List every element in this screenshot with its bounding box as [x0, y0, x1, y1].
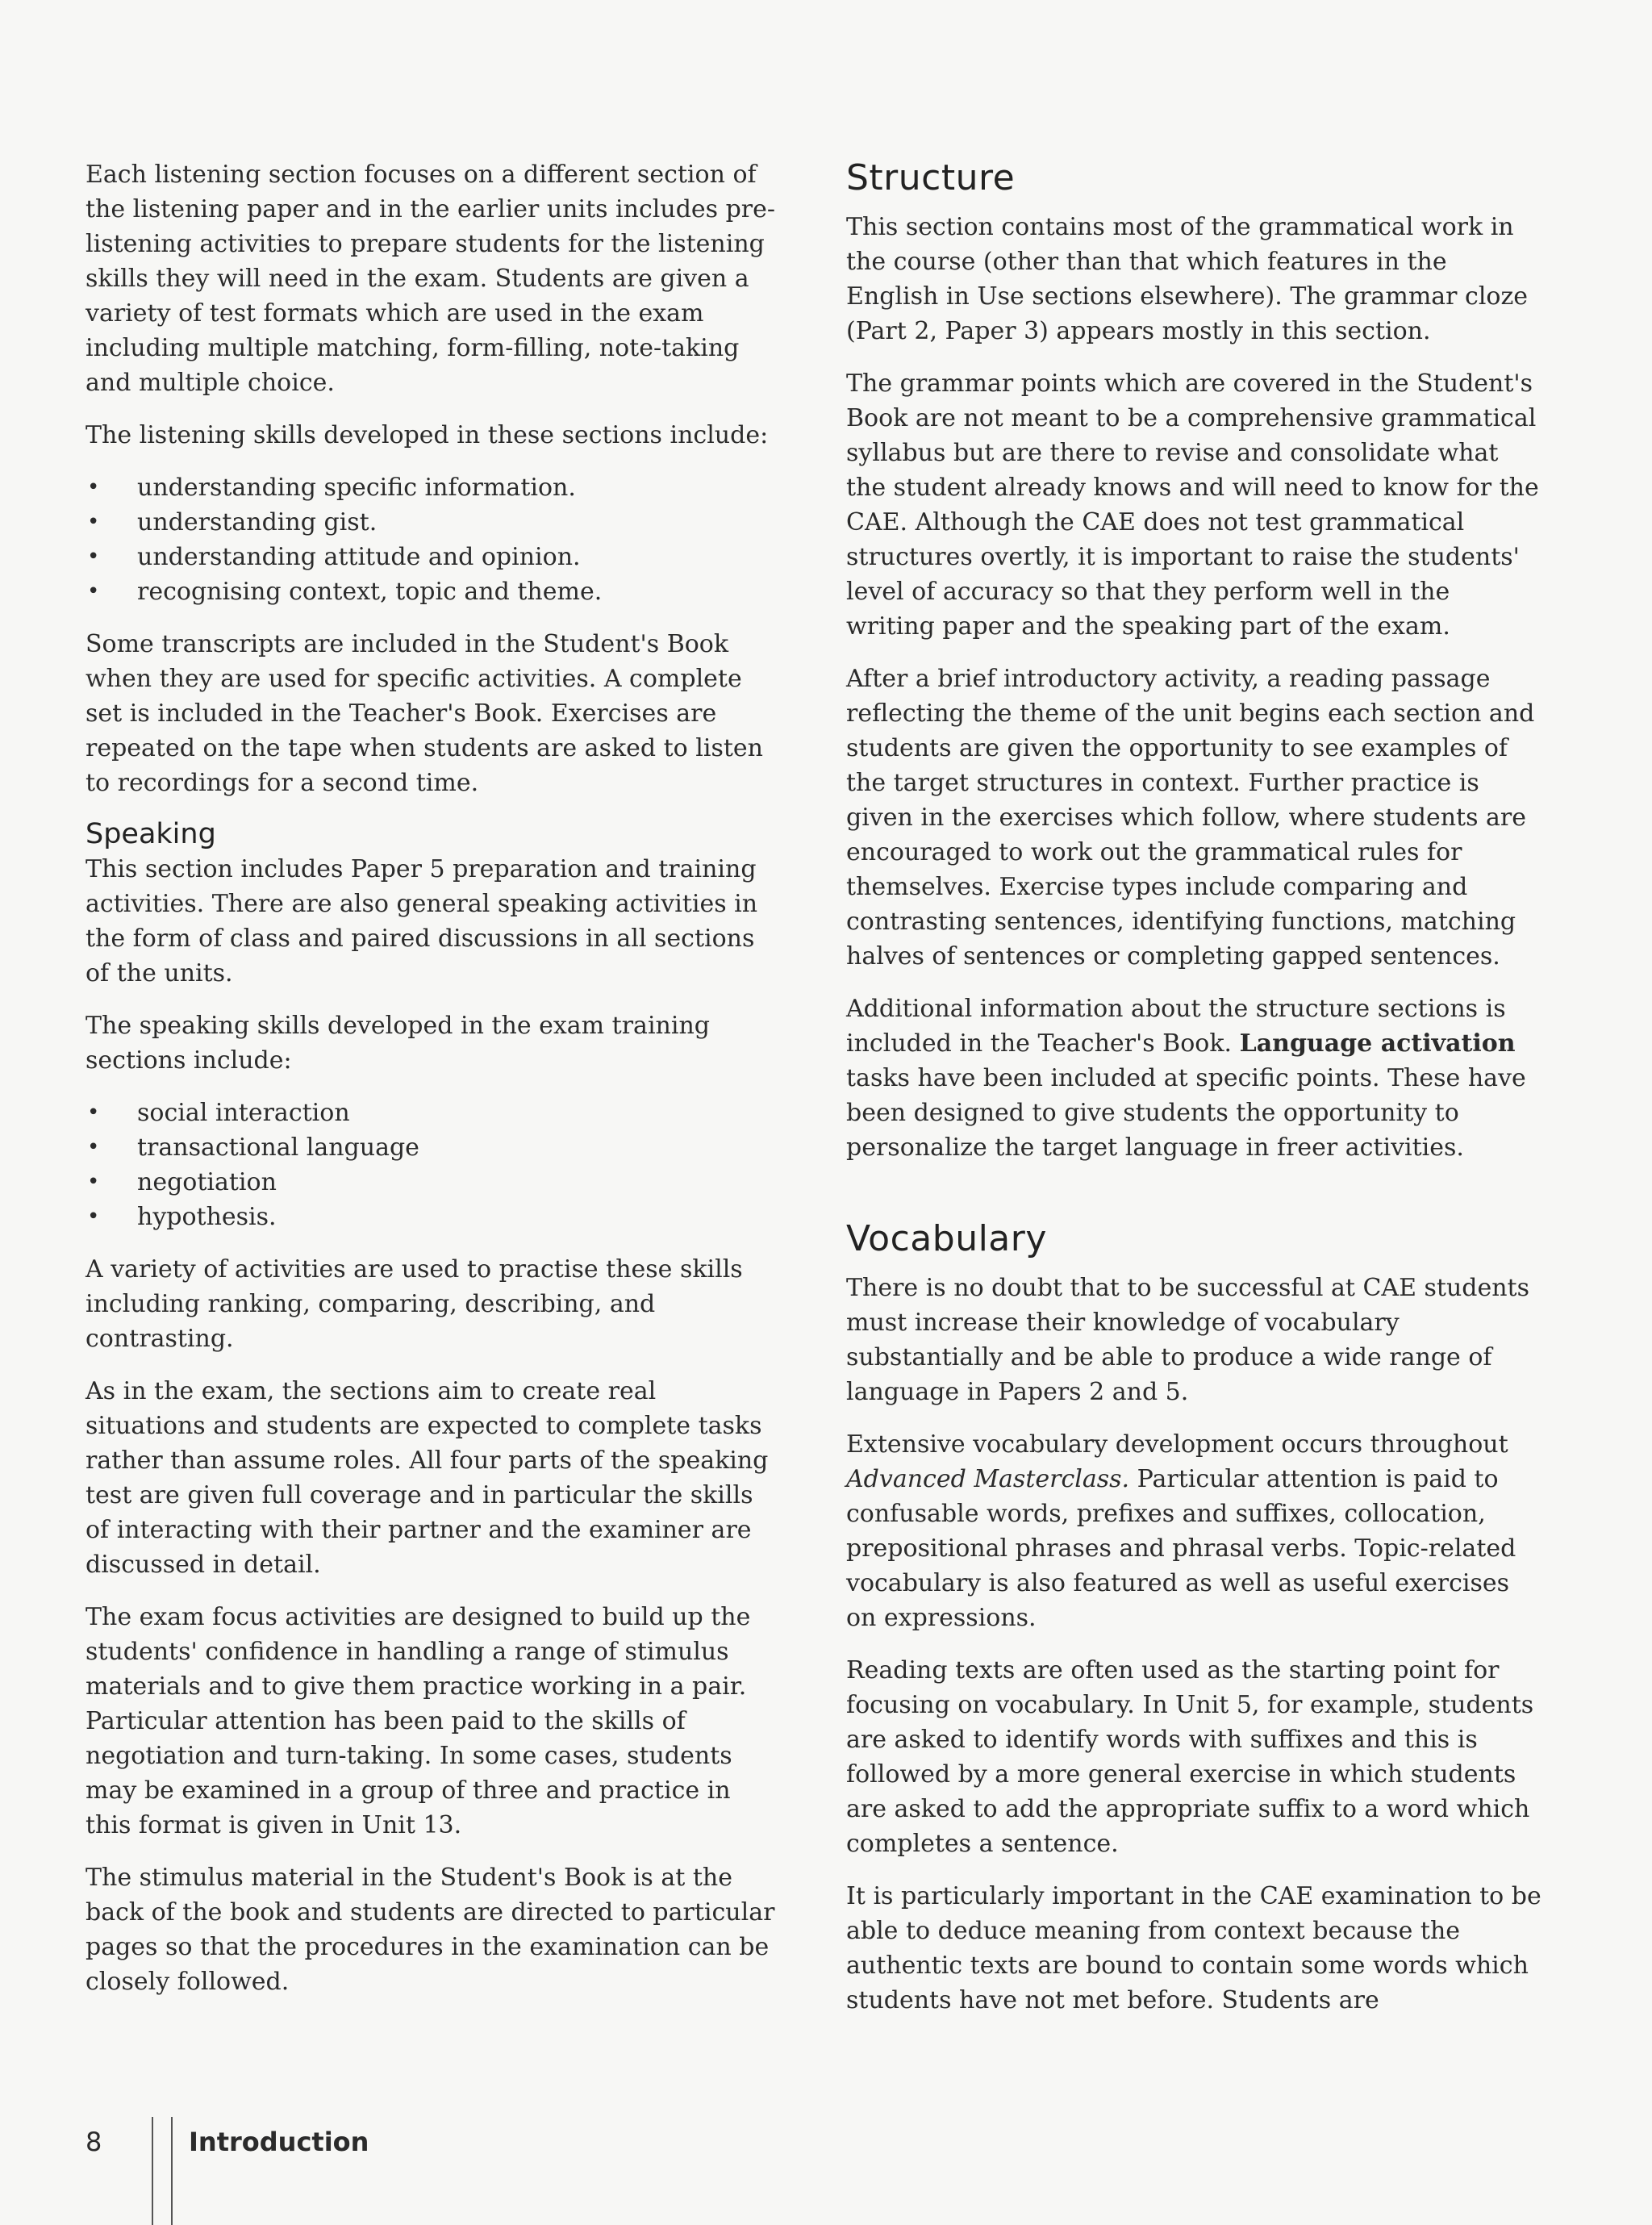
- structure-paragraph-4: [846, 991, 1541, 1165]
- vocabulary-p2-start: Extensive vocabulary development occurs throughout: [846, 1430, 1508, 1459]
- structure-p4-end: tasks have been included at specific points. These have been designed to give students the opportunity to personalize the target language in freer activities.: [846, 1064, 1526, 1162]
- list-item: • negotiation: [86, 1165, 775, 1200]
- left-column: [86, 157, 775, 2017]
- vocabulary-paragraph-2: [846, 1427, 1541, 1635]
- page-number: 8: [86, 2127, 102, 2157]
- list-item: • understanding attitude and opinion.: [86, 540, 775, 574]
- vocabulary-heading: Vocabulary: [846, 1218, 1047, 1259]
- speaking-paragraph-focus: The exam focus activities are designed to build up the students' confidence in handling a range of stimulus materials and to give them practice working in a pair. Particular attention has been paid to the skills of negotiation and turn-taking. In some cases, students may be examined in a group of three and practice in this format is given in Unit 13.: [86, 1603, 751, 1839]
- book-title: Advanced Masterclass.: [846, 1465, 1130, 1493]
- structure-paragraph-3: After a brief introductory activity, a reading passage reflecting the theme of the unit begins each section and students are given the opportunity to see examples of the target structures in context. Further practice is given in the exercises which follow, where students are encouraged to work out the grammatical rules for themselves. Exercise types include comparing and contrasting sentences, identifying functions, matching halves of sentences or completing gapped sentences.: [846, 665, 1535, 971]
- speaking-paragraph-stimulus: The stimulus material in the Student's Book is at the back of the book and students are directed to particular pages so that the procedures in the examination can be closely followed.: [86, 1864, 775, 1996]
- listening-skills-intro: The listening skills developed in these sections include:: [86, 421, 769, 449]
- structure-p4-start: Additional information about the structure sections is included in the Teacher's Book.: [846, 995, 1506, 1058]
- vocabulary-paragraph-1: There is no doubt that to be successful at CAE students must increase their knowledge of vocabulary substantially and be able to produce a wide range of language in Papers 2 and 5.: [846, 1274, 1530, 1406]
- list-item: • understanding specific information.: [86, 470, 775, 505]
- list-item: • recognising context, topic and theme.: [86, 574, 775, 609]
- language-activation-term: Language activation: [1239, 1029, 1516, 1058]
- speaking-skills-intro: The speaking skills developed in the exam training sections include:: [86, 1012, 710, 1075]
- speaking-paragraph-1: This section includes Paper 5 preparation and training activities. There are also general speaking activities in the form of class and paired discussions in all sections of the units.: [86, 855, 758, 987]
- list-item: • transactional language: [86, 1130, 775, 1165]
- structure-paragraph-2: The grammar points which are covered in the Student's Book are not meant to be a comprehensive grammatical syllabus but are there to revise and consolidate what the student already knows and will need to know for the CAE. Although the CAE does not test grammatical structures overtly, it is important to raise the students' level of accuracy so that they perform well in the writing paper and the speaking part of the exam.: [846, 369, 1539, 641]
- vocabulary-paragraph-3: Reading texts are often used as the starting point for focusing on vocabulary. In Unit 5, for example, students are asked to identify words with suffixes and this is followed by a more general exercise in which students are asked to add the appropriate suffix to a word which completes a sentence.: [846, 1656, 1534, 1858]
- transcripts-paragraph: Some transcripts are included in the Student's Book when they are used for specific activities. A complete set is included in the Teacher's Book. Exercises are repeated on the tape when students are asked to listen to recordings for a second time.: [86, 630, 763, 797]
- speaking-paragraph-activities: A variety of activities are used to practise these skills including ranking, comparing, describing, and contrasting.: [86, 1255, 743, 1353]
- speaking-paragraph-exam: As in the exam, the sections aim to create real situations and students are expected to complete tasks rather than assume roles. All four parts of the speaking test are given full coverage and in particular the skills of interacting with their partner and the examiner are discussed in detail.: [86, 1377, 769, 1579]
- vocabulary-p2-end: Particular attention is paid to confusable words, prefixes and suffixes, collocation, prepositional phrases and phrasal verbs. Topic-related vocabulary is also featured as well as useful exercises on expressions.: [846, 1465, 1516, 1632]
- speaking-skills-list: [86, 1096, 775, 1234]
- listening-skills-list: [86, 470, 775, 609]
- list-item: • hypothesis.: [86, 1200, 775, 1234]
- structure-heading: Structure: [846, 157, 1016, 198]
- vocabulary-paragraph-4: It is particularly important in the CAE examination to be able to deduce meaning from context because the authentic texts are bound to contain some words which students have not met before. Students are: [846, 1882, 1541, 2014]
- structure-paragraph-1: This section contains most of the grammatical work in the course (other than that which features in the English in Use sections elsewhere). The grammar cloze (Part 2, Paper 3) appears mostly in this section.: [846, 213, 1529, 345]
- list-item: • social interaction: [86, 1096, 775, 1130]
- right-column: [846, 157, 1541, 2035]
- list-item: • understanding gist.: [86, 505, 775, 540]
- listening-paragraph-1: Each listening section focuses on a different section of the listening paper and in the earlier units includes pre-listening activities to prepare students for the listening skills they will need in the exam. Students are given a variety of test formats which are used in the exam including multiple matching, form-filling, note-taking and multiple choice.: [86, 161, 776, 397]
- footer-divider: [152, 2117, 173, 2225]
- section-label: Introduction: [189, 2127, 369, 2157]
- speaking-heading: Speaking: [86, 818, 216, 850]
